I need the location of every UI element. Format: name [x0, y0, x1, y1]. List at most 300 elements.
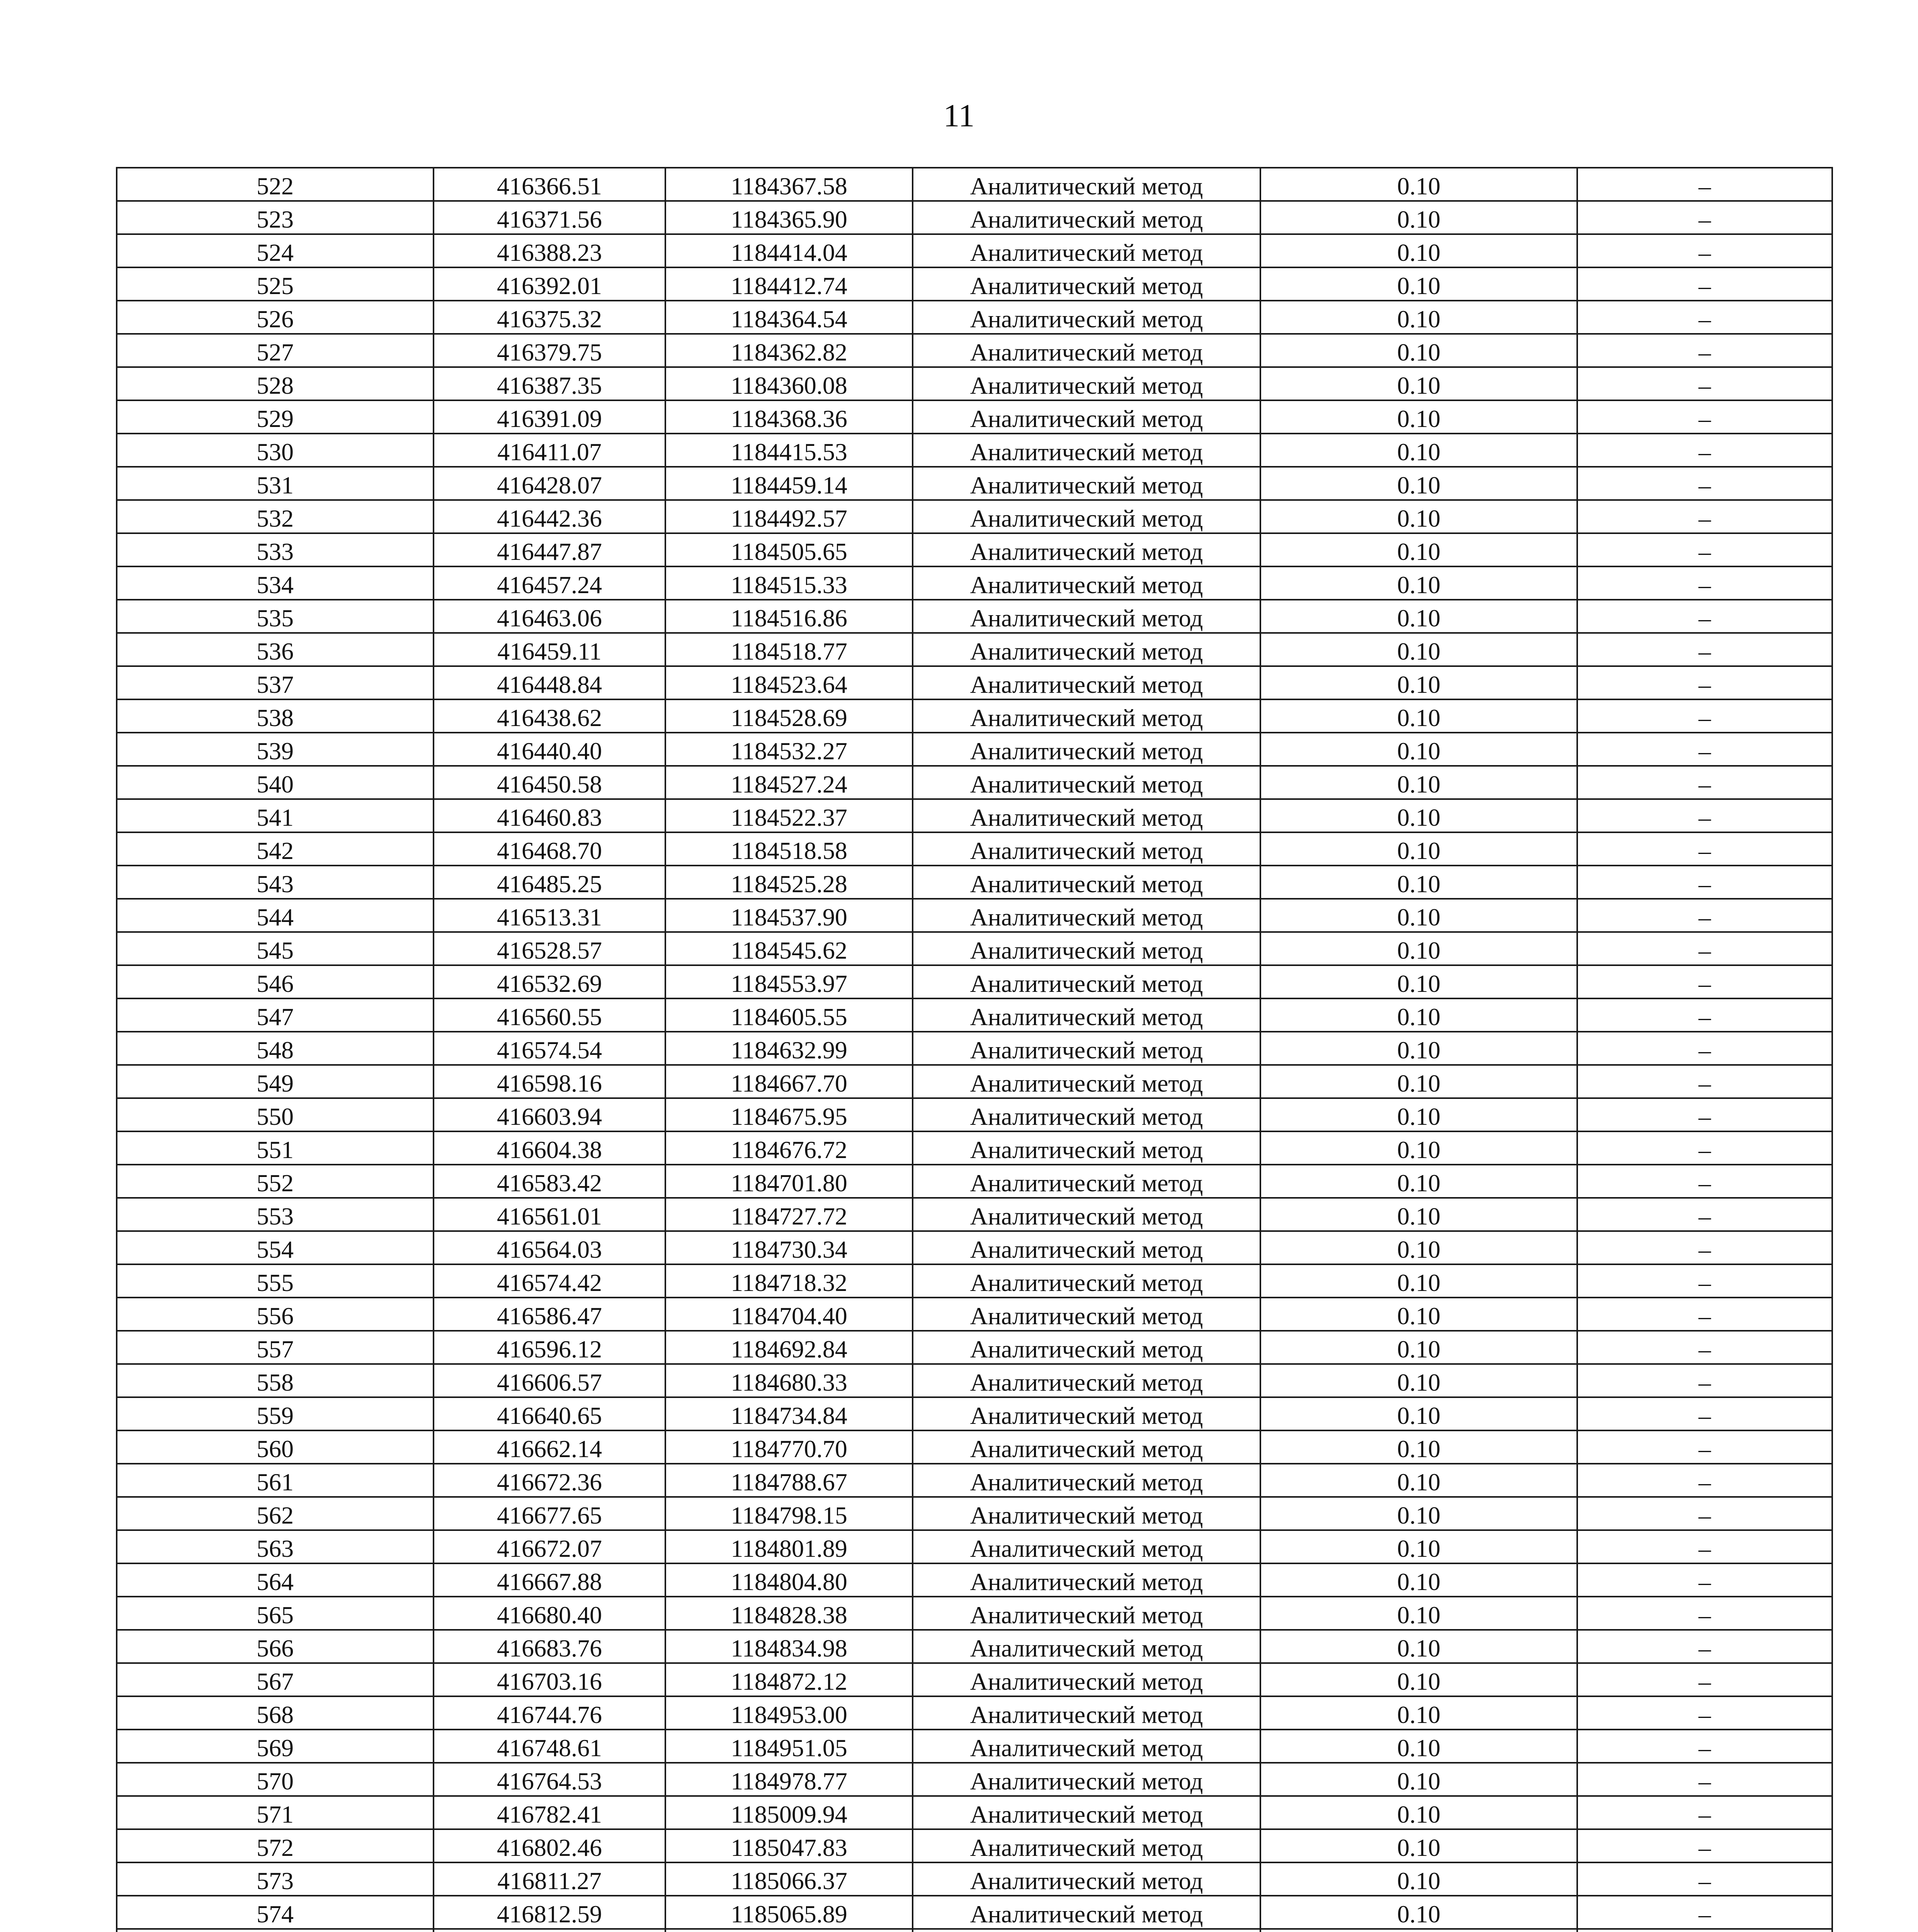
point-number-cell: 530 [117, 434, 434, 467]
y-coordinate-cell: 1184701.80 [665, 1165, 913, 1198]
table-row [117, 1530, 1832, 1563]
note-cell: – [1577, 234, 1832, 267]
method-cell: Аналитический метод [913, 533, 1260, 566]
table-row [117, 998, 1832, 1032]
precision-cell: 0.10 [1260, 633, 1577, 666]
x-coordinate-cell: 416672.07 [434, 1530, 665, 1563]
point-number-cell: 569 [117, 1730, 434, 1763]
note-cell: – [1577, 500, 1832, 533]
y-coordinate-cell: 1184788.67 [665, 1464, 913, 1497]
table-row [117, 533, 1832, 566]
y-coordinate-cell: 1184770.70 [665, 1430, 913, 1464]
x-coordinate-cell: 416586.47 [434, 1298, 665, 1331]
point-number-cell: 527 [117, 334, 434, 367]
precision-cell: 0.10 [1260, 301, 1577, 334]
y-coordinate-cell: 1184364.54 [665, 301, 913, 334]
method-cell: Аналитический метод [913, 334, 1260, 367]
x-coordinate-cell: 416764.53 [434, 1763, 665, 1796]
note-cell: – [1577, 1131, 1832, 1165]
precision-cell: 0.10 [1260, 1032, 1577, 1065]
table-row [117, 566, 1832, 600]
point-number-cell [117, 1929, 434, 1932]
method-cell: Аналитический метод [913, 1696, 1260, 1730]
y-coordinate-cell: 1184718.32 [665, 1264, 913, 1298]
table-row [117, 1331, 1832, 1364]
table-row [117, 1131, 1832, 1165]
note-cell: – [1577, 1597, 1832, 1630]
precision-cell: 0.10 [1260, 965, 1577, 998]
table-row [117, 1663, 1832, 1696]
method-cell: Аналитический метод [913, 1862, 1260, 1896]
precision-cell: 0.10 [1260, 832, 1577, 866]
method-cell: Аналитический метод [913, 998, 1260, 1032]
method-cell: Аналитический метод [913, 1198, 1260, 1231]
precision-cell: 0.10 [1260, 1065, 1577, 1098]
method-cell: Аналитический метод [913, 1730, 1260, 1763]
x-coordinate-cell: 416513.31 [434, 899, 665, 932]
table-row [117, 168, 1832, 201]
x-coordinate-cell: 416603.94 [434, 1098, 665, 1131]
precision-cell: 0.10 [1260, 1430, 1577, 1464]
table-row [117, 467, 1832, 500]
precision-cell: 0.10 [1260, 334, 1577, 367]
y-coordinate-cell: 1184367.58 [665, 168, 913, 201]
y-coordinate-cell: 1184978.77 [665, 1763, 913, 1796]
precision-cell: 0.10 [1260, 1896, 1577, 1929]
y-coordinate-cell: 1184515.33 [665, 566, 913, 600]
y-coordinate-cell: 1184801.89 [665, 1530, 913, 1563]
y-coordinate-cell: 1184632.99 [665, 1032, 913, 1065]
y-coordinate-cell: 1184528.69 [665, 699, 913, 733]
table-row [117, 1630, 1832, 1663]
point-number-cell: 560 [117, 1430, 434, 1464]
x-coordinate-cell: 416366.51 [434, 168, 665, 201]
y-coordinate-cell: 1184675.95 [665, 1098, 913, 1131]
note-cell: – [1577, 533, 1832, 566]
point-number-cell: 548 [117, 1032, 434, 1065]
x-coordinate-cell: 416680.40 [434, 1597, 665, 1630]
method-cell: Аналитический метод [913, 1497, 1260, 1530]
note-cell: – [1577, 1231, 1832, 1264]
method-cell: Аналитический метод [913, 201, 1260, 234]
y-coordinate-cell: 1184734.84 [665, 1397, 913, 1430]
note-cell: – [1577, 666, 1832, 699]
method-cell: Аналитический метод [913, 1630, 1260, 1663]
method-cell: Аналитический метод [913, 1098, 1260, 1131]
note-cell: – [1577, 434, 1832, 467]
point-number-cell: 557 [117, 1331, 434, 1364]
y-coordinate-cell: 1184692.84 [665, 1331, 913, 1364]
precision-cell: 0.10 [1260, 766, 1577, 799]
method-cell: Аналитический метод [913, 1796, 1260, 1829]
method-cell: Аналитический метод [913, 1298, 1260, 1331]
note-cell: – [1577, 899, 1832, 932]
note-cell: – [1577, 600, 1832, 633]
precision-cell: 0.10 [1260, 998, 1577, 1032]
table-row [117, 434, 1832, 467]
table-row [117, 1730, 1832, 1763]
precision-cell: 0.10 [1260, 201, 1577, 234]
table-row [117, 1862, 1832, 1896]
point-number-cell: 556 [117, 1298, 434, 1331]
method-cell: Аналитический метод [913, 1829, 1260, 1862]
y-coordinate-cell: 1184516.86 [665, 600, 913, 633]
table-row [117, 633, 1832, 666]
table-row [117, 234, 1832, 267]
table-row [117, 1929, 1832, 1932]
table-row [117, 733, 1832, 766]
point-number-cell: 531 [117, 467, 434, 500]
y-coordinate-cell: 1184532.27 [665, 733, 913, 766]
x-coordinate-cell: 416463.06 [434, 600, 665, 633]
coordinates-table [116, 167, 1833, 1932]
x-coordinate-cell: 416468.70 [434, 832, 665, 866]
point-number-cell: 532 [117, 500, 434, 533]
note-cell: – [1577, 998, 1832, 1032]
x-coordinate-cell: 416662.14 [434, 1430, 665, 1464]
note-cell: – [1577, 932, 1832, 965]
x-coordinate-cell: 416812.59 [434, 1896, 665, 1929]
y-coordinate-cell: 1185065.89 [665, 1896, 913, 1929]
table-row [117, 932, 1832, 965]
x-coordinate-cell: 416744.76 [434, 1696, 665, 1730]
table-row [117, 1563, 1832, 1597]
method-cell: Аналитический метод [913, 899, 1260, 932]
y-coordinate-cell: 1184828.38 [665, 1597, 913, 1630]
x-coordinate-cell: 416748.61 [434, 1730, 665, 1763]
method-cell: Аналитический метод [913, 600, 1260, 633]
note-cell: – [1577, 1098, 1832, 1131]
precision-cell: 0.10 [1260, 1597, 1577, 1630]
precision-cell: 0.10 [1260, 1730, 1577, 1763]
precision-cell: 0.10 [1260, 168, 1577, 201]
method-cell: Аналитический метод [913, 434, 1260, 467]
note-cell: – [1577, 566, 1832, 600]
x-coordinate-cell: 416387.35 [434, 367, 665, 400]
table-row [117, 1796, 1832, 1829]
x-coordinate-cell: 416532.69 [434, 965, 665, 998]
precision-cell: 0.10 [1260, 467, 1577, 500]
table-row [117, 1464, 1832, 1497]
x-coordinate-cell: 416604.38 [434, 1131, 665, 1165]
x-coordinate-cell: 416640.65 [434, 1397, 665, 1430]
precision-cell [1260, 1929, 1577, 1932]
point-number-cell: 523 [117, 201, 434, 234]
method-cell: Аналитический метод [913, 1763, 1260, 1796]
point-number-cell: 528 [117, 367, 434, 400]
y-coordinate-cell: 1184505.65 [665, 533, 913, 566]
table-row [117, 1264, 1832, 1298]
method-cell: Аналитический метод [913, 1131, 1260, 1165]
method-cell: Аналитический метод [913, 932, 1260, 965]
note-cell: – [1577, 400, 1832, 434]
note-cell: – [1577, 733, 1832, 766]
y-coordinate-cell: 1184804.80 [665, 1563, 913, 1597]
precision-cell: 0.10 [1260, 1397, 1577, 1430]
y-coordinate-cell: 1184492.57 [665, 500, 913, 533]
table-row [117, 766, 1832, 799]
y-coordinate-cell: 1184360.08 [665, 367, 913, 400]
precision-cell: 0.10 [1260, 533, 1577, 566]
precision-cell: 0.10 [1260, 267, 1577, 301]
y-coordinate-cell: 1184798.15 [665, 1497, 913, 1530]
x-coordinate-cell: 416802.46 [434, 1829, 665, 1862]
x-coordinate-cell: 416583.42 [434, 1165, 665, 1198]
y-coordinate-cell: 1184537.90 [665, 899, 913, 932]
x-coordinate-cell: 416392.01 [434, 267, 665, 301]
y-coordinate-cell: 1184545.62 [665, 932, 913, 965]
y-coordinate-cell: 1184414.04 [665, 234, 913, 267]
precision-cell: 0.10 [1260, 733, 1577, 766]
precision-cell: 0.10 [1260, 434, 1577, 467]
method-cell: Аналитический метод [913, 965, 1260, 998]
note-cell: – [1577, 1331, 1832, 1364]
x-coordinate-cell: 416438.62 [434, 699, 665, 733]
table-row [117, 1397, 1832, 1430]
y-coordinate-cell: 1184704.40 [665, 1298, 913, 1331]
x-coordinate-cell: 416782.41 [434, 1796, 665, 1829]
x-coordinate-cell: 416667.88 [434, 1563, 665, 1597]
point-number-cell: 533 [117, 533, 434, 566]
point-number-cell: 563 [117, 1530, 434, 1563]
note-cell: – [1577, 1763, 1832, 1796]
precision-cell: 0.10 [1260, 1663, 1577, 1696]
precision-cell: 0.10 [1260, 1530, 1577, 1563]
method-cell: Аналитический метод [913, 301, 1260, 334]
table-row [117, 866, 1832, 899]
y-coordinate-cell: 1184525.28 [665, 866, 913, 899]
x-coordinate-cell: 416379.75 [434, 334, 665, 367]
method-cell: Аналитический метод [913, 168, 1260, 201]
method-cell: Аналитический метод [913, 234, 1260, 267]
method-cell: Аналитический метод [913, 866, 1260, 899]
method-cell: Аналитический метод [913, 1364, 1260, 1397]
table-row [117, 500, 1832, 533]
point-number-cell: 549 [117, 1065, 434, 1098]
method-cell: Аналитический метод [913, 666, 1260, 699]
point-number-cell: 547 [117, 998, 434, 1032]
note-cell: – [1577, 334, 1832, 367]
precision-cell: 0.10 [1260, 1696, 1577, 1730]
note-cell: – [1577, 267, 1832, 301]
note-cell: – [1577, 1364, 1832, 1397]
point-number-cell: 542 [117, 832, 434, 866]
point-number-cell: 543 [117, 866, 434, 899]
x-coordinate-cell: 416440.40 [434, 733, 665, 766]
note-cell: – [1577, 1563, 1832, 1597]
precision-cell: 0.10 [1260, 1098, 1577, 1131]
precision-cell: 0.10 [1260, 234, 1577, 267]
y-coordinate-cell: 1184951.05 [665, 1730, 913, 1763]
x-coordinate-cell: 416561.01 [434, 1198, 665, 1231]
method-cell: Аналитический метод [913, 832, 1260, 866]
table-row [117, 1763, 1832, 1796]
y-coordinate-cell: 1184518.58 [665, 832, 913, 866]
method-cell: Аналитический метод [913, 400, 1260, 434]
y-coordinate-cell: 1184676.72 [665, 1131, 913, 1165]
x-coordinate-cell: 416672.36 [434, 1464, 665, 1497]
table-row [117, 965, 1832, 998]
precision-cell: 0.10 [1260, 1862, 1577, 1896]
table-row [117, 1065, 1832, 1098]
x-coordinate-cell: 416457.24 [434, 566, 665, 600]
table-row [117, 1165, 1832, 1198]
precision-cell: 0.10 [1260, 666, 1577, 699]
note-cell: – [1577, 301, 1832, 334]
x-coordinate-cell: 416375.32 [434, 301, 665, 334]
x-coordinate-cell: 416391.09 [434, 400, 665, 434]
x-coordinate-cell: 416677.65 [434, 1497, 665, 1530]
precision-cell: 0.10 [1260, 1198, 1577, 1231]
method-cell: Аналитический метод [913, 267, 1260, 301]
precision-cell: 0.10 [1260, 566, 1577, 600]
table-row [117, 301, 1832, 334]
table-row [117, 400, 1832, 434]
point-number-cell: 561 [117, 1464, 434, 1497]
x-coordinate-cell: 416485.25 [434, 866, 665, 899]
point-number-cell: 550 [117, 1098, 434, 1131]
x-coordinate-cell: 416564.03 [434, 1231, 665, 1264]
note-cell: – [1577, 1530, 1832, 1563]
point-number-cell: 546 [117, 965, 434, 998]
note-cell: – [1577, 1730, 1832, 1763]
note-cell: – [1577, 1663, 1832, 1696]
method-cell: Аналитический метод [913, 500, 1260, 533]
method-cell: Аналитический метод [913, 1530, 1260, 1563]
precision-cell: 0.10 [1260, 1264, 1577, 1298]
method-cell: Аналитический метод [913, 1563, 1260, 1597]
table-row [117, 666, 1832, 699]
y-coordinate-cell: 1184834.98 [665, 1630, 913, 1663]
method-cell: Аналитический метод [913, 1231, 1260, 1264]
precision-cell: 0.10 [1260, 1497, 1577, 1530]
precision-cell: 0.10 [1260, 1763, 1577, 1796]
note-cell: – [1577, 1198, 1832, 1231]
x-coordinate-cell: 416442.36 [434, 500, 665, 533]
table-row [117, 1696, 1832, 1730]
point-number-cell: 570 [117, 1763, 434, 1796]
note-cell: – [1577, 1165, 1832, 1198]
table-row [117, 1896, 1832, 1929]
method-cell: Аналитический метод [913, 1430, 1260, 1464]
note-cell: – [1577, 1397, 1832, 1430]
x-coordinate-cell: 416683.76 [434, 1630, 665, 1663]
point-number-cell: 525 [117, 267, 434, 301]
precision-cell: 0.10 [1260, 1364, 1577, 1397]
precision-cell: 0.10 [1260, 367, 1577, 400]
point-number-cell: 559 [117, 1397, 434, 1430]
table-row [117, 1829, 1832, 1862]
point-number-cell: 529 [117, 400, 434, 434]
precision-cell: 0.10 [1260, 899, 1577, 932]
x-coordinate-cell: 416460.83 [434, 799, 665, 832]
point-number-cell: 538 [117, 699, 434, 733]
x-coordinate-cell: 416388.23 [434, 234, 665, 267]
point-number-cell: 568 [117, 1696, 434, 1730]
point-number-cell: 551 [117, 1131, 434, 1165]
x-coordinate-cell: 416459.11 [434, 633, 665, 666]
page-number: 11 [943, 98, 975, 134]
point-number-cell: 524 [117, 234, 434, 267]
table-row [117, 1198, 1832, 1231]
table-row [117, 1032, 1832, 1065]
precision-cell: 0.10 [1260, 500, 1577, 533]
y-coordinate-cell: 1184527.24 [665, 766, 913, 799]
y-coordinate-cell: 1184459.14 [665, 467, 913, 500]
method-cell: Аналитический метод [913, 1663, 1260, 1696]
point-number-cell: 534 [117, 566, 434, 600]
point-number-cell: 535 [117, 600, 434, 633]
precision-cell: 0.10 [1260, 699, 1577, 733]
coordinates-table-body [117, 168, 1832, 1932]
x-coordinate-cell: 416574.54 [434, 1032, 665, 1065]
x-coordinate-cell: 416528.57 [434, 932, 665, 965]
table-row [117, 367, 1832, 400]
y-coordinate-cell: 1184727.72 [665, 1198, 913, 1231]
method-cell: Аналитический метод [913, 1896, 1260, 1929]
y-coordinate-cell: 1185047.83 [665, 1829, 913, 1862]
method-cell: Аналитический метод [913, 1165, 1260, 1198]
point-number-cell: 573 [117, 1862, 434, 1896]
method-cell: Аналитический метод [913, 1397, 1260, 1430]
table-row [117, 899, 1832, 932]
point-number-cell: 536 [117, 633, 434, 666]
note-cell: – [1577, 1896, 1832, 1929]
x-coordinate-cell: 416606.57 [434, 1364, 665, 1397]
note-cell [1577, 1929, 1832, 1932]
precision-cell: 0.10 [1260, 1331, 1577, 1364]
point-number-cell: 541 [117, 799, 434, 832]
method-cell: Аналитический метод [913, 1065, 1260, 1098]
precision-cell: 0.10 [1260, 600, 1577, 633]
note-cell: – [1577, 1430, 1832, 1464]
x-coordinate-cell: 416450.58 [434, 766, 665, 799]
method-cell: Аналитический метод [913, 1331, 1260, 1364]
x-coordinate-cell: 416448.84 [434, 666, 665, 699]
y-coordinate-cell: 1184872.12 [665, 1663, 913, 1696]
note-cell: – [1577, 1497, 1832, 1530]
table-row [117, 699, 1832, 733]
precision-cell: 0.10 [1260, 799, 1577, 832]
x-coordinate-cell: 416811.27 [434, 1862, 665, 1896]
x-coordinate-cell: 416560.55 [434, 998, 665, 1032]
point-number-cell: 554 [117, 1231, 434, 1264]
precision-cell: 0.10 [1260, 1630, 1577, 1663]
point-number-cell: 567 [117, 1663, 434, 1696]
y-coordinate-cell: 1185066.37 [665, 1862, 913, 1896]
note-cell: – [1577, 1298, 1832, 1331]
x-coordinate-cell: 416703.16 [434, 1663, 665, 1696]
note-cell: – [1577, 866, 1832, 899]
point-number-cell: 565 [117, 1597, 434, 1630]
note-cell: – [1577, 1630, 1832, 1663]
note-cell: – [1577, 832, 1832, 866]
y-coordinate-cell: 1184368.36 [665, 400, 913, 434]
note-cell: – [1577, 1464, 1832, 1497]
x-coordinate-cell: 416371.56 [434, 201, 665, 234]
table-row [117, 267, 1832, 301]
method-cell: Аналитический метод [913, 699, 1260, 733]
method-cell: Аналитический метод [913, 633, 1260, 666]
note-cell: – [1577, 699, 1832, 733]
table-row [117, 600, 1832, 633]
y-coordinate-cell: 1184523.64 [665, 666, 913, 699]
table-row [117, 1098, 1832, 1131]
precision-cell: 0.10 [1260, 1298, 1577, 1331]
y-coordinate-cell: 1184365.90 [665, 201, 913, 234]
y-coordinate-cell: 1185009.94 [665, 1796, 913, 1829]
method-cell [913, 1929, 1260, 1932]
